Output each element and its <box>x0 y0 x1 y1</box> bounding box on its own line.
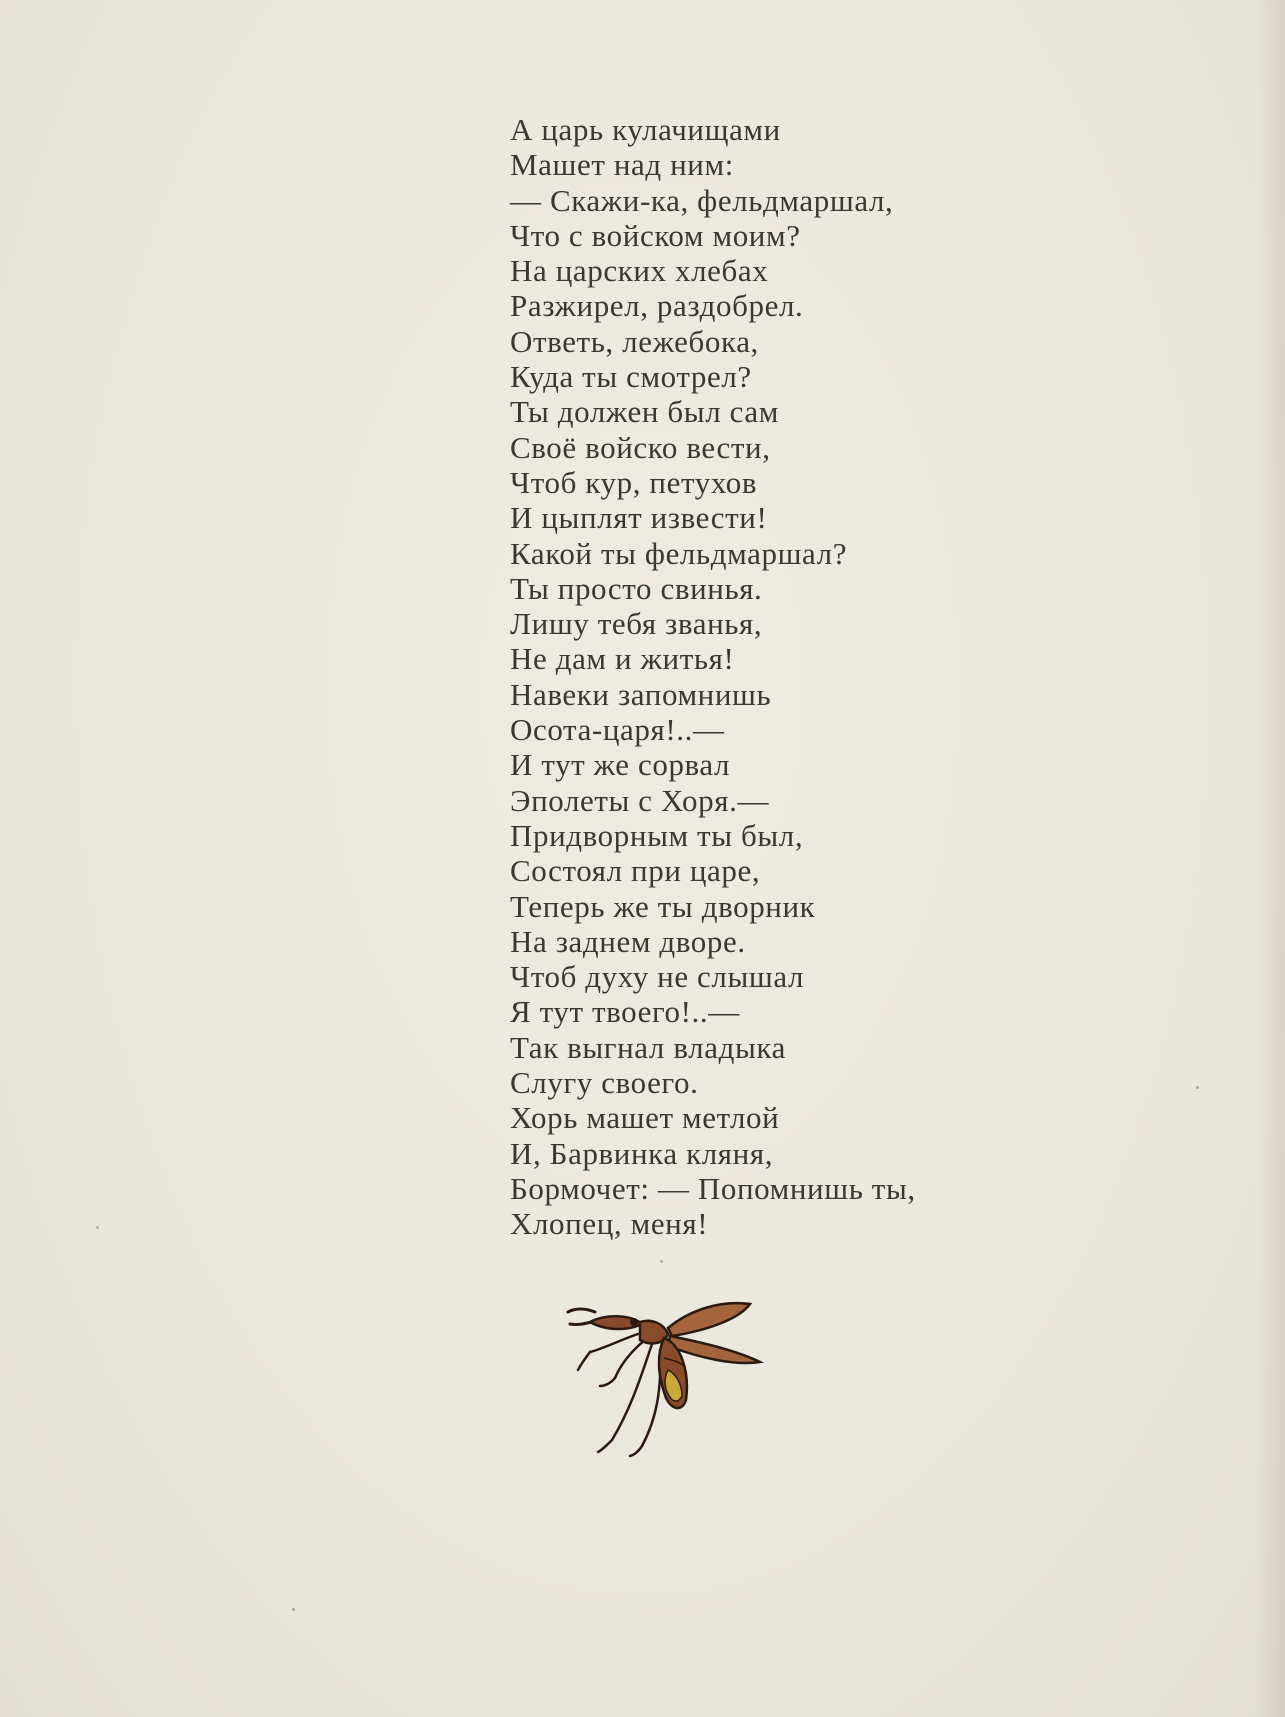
poem-line: И, Барвинка кляня, <box>510 1135 774 1171</box>
poem-line: Куда ты смотрел? <box>510 359 752 395</box>
poem-line: Слугу своего. <box>510 1065 699 1101</box>
paper-speck <box>292 1608 295 1611</box>
poem-line: Ответь, лежебока, <box>510 323 759 359</box>
insect-leg <box>615 1340 645 1378</box>
insect-antenna <box>568 1309 595 1312</box>
insect-eye <box>630 1318 638 1326</box>
poem-line: Так выгнал владыка <box>510 1029 786 1065</box>
poem-line: Хлопец, меня! <box>510 1206 709 1242</box>
poem-line: Навеки запомнишь <box>510 676 772 712</box>
paper-speck <box>660 1260 663 1263</box>
poem-text <box>510 112 1070 1242</box>
poem-line: Машет над ним: <box>510 147 734 183</box>
poem-line: Хорь машет метлой <box>510 1100 780 1136</box>
poem-line: Бормочет: — Попомнишь ты, <box>510 1170 916 1206</box>
poem-line: Какой ты фельдмаршал? <box>510 535 848 571</box>
poem-line: Я тут твоего!..— <box>510 994 740 1030</box>
poem-line: Своё войско вести, <box>510 429 771 465</box>
poem-line: Теперь же ты дворник <box>510 888 816 924</box>
poem-line: Осота-царя!..— <box>510 712 725 748</box>
poem-line: Состоял при царе, <box>510 853 761 889</box>
poem-line: Чтоб духу не слышал <box>510 959 805 995</box>
poem-line: Чтоб кур, петухов <box>510 464 758 500</box>
poem-line: Ты должен был сам <box>510 394 779 430</box>
poem-line: Эполеты с Хоря.— <box>510 782 770 818</box>
insect-leg <box>600 1378 615 1386</box>
poem-line: Не дам и житья! <box>510 641 735 677</box>
insect-leg <box>578 1352 590 1370</box>
poem-line: Придворным ты был, <box>510 817 804 853</box>
insect-leg <box>590 1334 638 1352</box>
insect-icon <box>560 1300 800 1480</box>
poem-line: Лишу тебя званья, <box>510 606 763 642</box>
poem-line: На заднем дворе. <box>510 923 746 959</box>
poem-line: Ты просто свинья. <box>510 570 763 606</box>
poem-line: И цыплят извести! <box>510 500 768 536</box>
poem-line: — Скажи-ка, фельдмаршал, <box>510 182 894 218</box>
poem-line: Разжирел, раздобрел. <box>510 288 804 324</box>
paper-speck <box>96 1226 99 1229</box>
paper-speck <box>1196 1086 1199 1089</box>
page-edge-shadow <box>1255 0 1285 1717</box>
insect-leg <box>612 1344 652 1440</box>
insect-leg <box>630 1446 642 1456</box>
poem-line: И тут же сорвал <box>510 747 731 783</box>
insect-wing <box>668 1303 750 1336</box>
poem-line: А царь кулачищами <box>510 112 781 147</box>
poem-line: На царских хлебах <box>510 253 769 289</box>
insect-leg <box>598 1440 612 1452</box>
poem-line: Что с войском моим? <box>510 217 801 253</box>
